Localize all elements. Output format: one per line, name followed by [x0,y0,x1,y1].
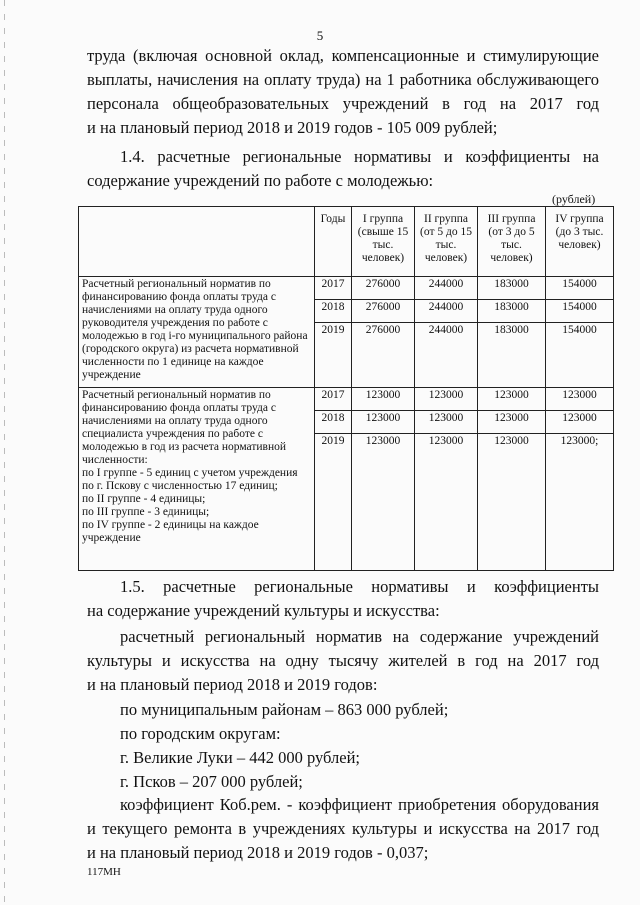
value-cell: 154000 [546,277,614,300]
value-cell: 123000 [478,411,546,434]
year-cell: 2019 [315,434,352,571]
table-row [79,388,614,411]
text-line: расчетный региональный норматив на содержание учреждений [120,627,599,646]
year-cell: 2017 [315,277,352,300]
year-cell: 2019 [315,323,352,388]
header-group-3: III группа (от 3 до 5 тыс. человек) [478,207,546,277]
value-cell: 123000 [352,388,415,411]
value-cell: 123000 [352,411,415,434]
item-pskov: г. Псков – 207 000 рублей; [120,772,303,791]
value-cell: 154000 [546,323,614,388]
value-cell: 276000 [352,323,415,388]
year-cell: 2018 [315,411,352,434]
text-line: и на плановый период 2018 и 2019 годов: [87,675,378,694]
value-cell: 244000 [415,323,478,388]
text-line: на содержание учреждений культуры и искусства: [87,601,440,620]
value-cell: 123000 [546,388,614,411]
table-row [79,277,614,300]
header-years: Годы [315,207,352,277]
header-group-4: IV группа (до 3 тыс. человек) [546,207,614,277]
document-code: 117МН [87,866,121,878]
text-line: персонала общеобразовательных учреждений в год на 2017 год [87,94,599,113]
value-cell: 183000 [478,277,546,300]
year-cell: 2017 [315,388,352,411]
paragraph-culture-norm [87,625,599,697]
scan-edge [4,0,5,905]
value-cell: 183000 [478,300,546,323]
value-cell: 244000 [415,277,478,300]
paragraph-coefficient [87,793,599,865]
item-velikie-luki: г. Великие Луки – 442 000 рублей; [120,748,360,767]
culture-norm-items [87,698,599,794]
header-group-1: I группа (свыше 15 тыс. человек) [352,207,415,277]
table-header-row [79,207,614,277]
value-cell: 123000 [546,411,614,434]
norm-description-head: Расчетный региональный норматив по финансированию фонда оплаты труда с начислениями на оплату труда одного руководителя учреждения по работе с молодежью в год i-го муниципального района (городского округа) из расчета нормативной численности по 1 единице на каждое учреждение [79,277,315,388]
value-cell: 123000 [415,388,478,411]
year-cell: 2018 [315,300,352,323]
value-cell: 276000 [352,300,415,323]
value-cell: 183000 [478,323,546,388]
value-cell: 123000 [415,411,478,434]
text-line: 1.5. расчетные региональные нормативы и коэффициенты [120,577,599,596]
header-group-2: II группа (от 5 до 15 тыс. человек) [415,207,478,277]
value-cell: 123000 [352,434,415,571]
text-line: и текущего ремонта в учреждениях культуры и искусства на 2017 год [87,819,599,838]
section-1-4-heading [87,145,599,193]
text-line: труда (включая основной оклад, компенсационные и стимулирующие [87,46,599,65]
value-cell: 244000 [415,300,478,323]
item-urban: по городским округам: [120,724,281,743]
value-cell: 276000 [352,277,415,300]
youth-norms-table [78,206,614,571]
text-line: культуры и искусства на одну тысячу жителей в год на 2017 год [87,651,599,670]
value-cell: 154000 [546,300,614,323]
text-line: выплаты, начисления на оплату труда) на 1 работника обслуживающего [87,70,599,89]
text-line: коэффициент Коб.рем. - коэффициент приобретения оборудования [120,795,599,814]
header-description [79,207,315,277]
value-cell: 123000; [546,434,614,571]
text-line: содержание учреждений по работе с молодежью: [87,171,434,190]
value-cell: 123000 [478,434,546,571]
text-line: 1.4. расчетные региональные нормативы и коэффициенты на [120,147,599,166]
paragraph-labor-pay [87,44,599,140]
item-municipal: по муниципальным районам – 863 000 рублей; [120,700,449,719]
text-line: и на плановый период 2018 и 2019 годов - 105 009 рублей; [87,118,498,137]
unit-note: (рублей) [552,192,596,206]
page-number: 5 [316,28,324,43]
value-cell: 123000 [415,434,478,571]
text-line: и на плановый период 2018 и 2019 годов - 0,037; [87,843,429,862]
value-cell: 123000 [478,388,546,411]
section-1-5-heading [87,575,599,623]
norm-description-specialist: Расчетный региональный норматив по финансированию фонда оплаты труда с начислениями на оплату труда одного специалиста учреждения по работе с молодежью в год из расчета нормативной численности: по I группе - 5 единиц с учетом учреждения по г. Пскову с численностью 17 единиц; по II группе - 4 единицы; по III группе - 3 единицы; по IV группе - 2 единицы на каждое учреждение [79,388,315,571]
